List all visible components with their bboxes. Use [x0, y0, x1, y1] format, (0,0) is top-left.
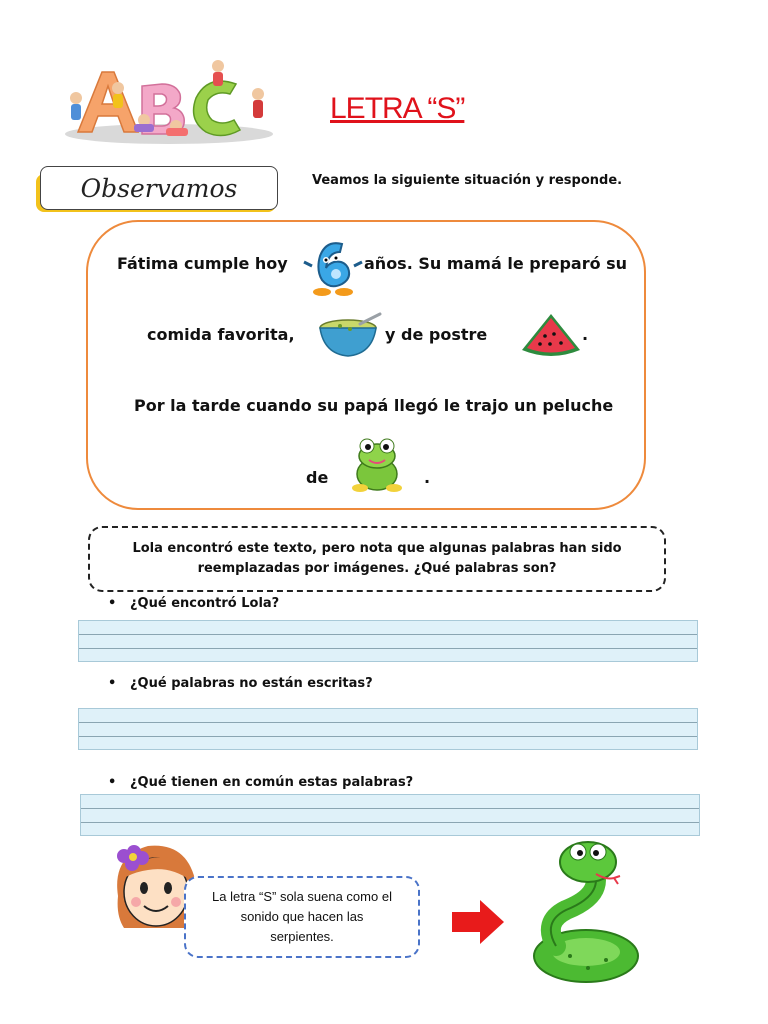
- speech-box: [184, 876, 420, 958]
- soup-bowl-icon: [316, 312, 384, 358]
- answer-lines-3[interactable]: [80, 794, 700, 836]
- question-1-text: ¿Qué encontró Lola?: [130, 596, 280, 611]
- snake-icon: [526, 836, 646, 986]
- speech-line-3: serpientes.: [270, 929, 334, 944]
- story-line-4a: de: [306, 468, 329, 487]
- question-1: [108, 596, 279, 611]
- answer-lines-1[interactable]: [78, 620, 698, 662]
- story-line-1a: Fátima cumple hoy: [117, 254, 288, 273]
- question-3: [108, 775, 413, 790]
- question-2-text: ¿Qué palabras no están escritas?: [130, 676, 373, 691]
- question-3-text: ¿Qué tienen en común estas palabras?: [130, 775, 414, 790]
- note-box: [88, 526, 666, 592]
- speech-line-1: La letra “S” sola suena como el: [212, 889, 392, 904]
- story-line-2c: .: [582, 325, 589, 344]
- frog-icon: [348, 434, 406, 494]
- story-line-2b: y de postre: [385, 325, 488, 344]
- bullet: •: [108, 676, 117, 691]
- note-line-1: Lola encontró este texto, pero nota que algunas palabras han sido: [132, 541, 622, 556]
- bullet: •: [108, 596, 117, 611]
- bullet: •: [108, 775, 117, 790]
- speech-line-2: sonido que hacen las: [240, 909, 364, 924]
- page-title: LETRA “S”: [330, 92, 465, 125]
- intro-text: Veamos la siguiente situación y responde.: [312, 173, 623, 188]
- abc-kids-illustration: [58, 54, 280, 146]
- story-line-1b: años. Su mamá le preparó su: [364, 254, 628, 273]
- story-line-3: Por la tarde cuando su papá llegó le trajo un peluche: [134, 396, 614, 415]
- story-line-2a: comida favorita,: [147, 325, 295, 344]
- note-line-2: reemplazadas por imágenes. ¿Qué palabras son?: [197, 561, 557, 576]
- six-number-icon: [300, 236, 366, 296]
- story-line-4b: .: [424, 468, 431, 487]
- section-badge: Observamos: [40, 166, 278, 210]
- question-2: [108, 676, 373, 691]
- answer-lines-2[interactable]: [78, 708, 698, 750]
- red-arrow-icon: [452, 898, 504, 946]
- watermelon-slice-icon: [520, 310, 582, 360]
